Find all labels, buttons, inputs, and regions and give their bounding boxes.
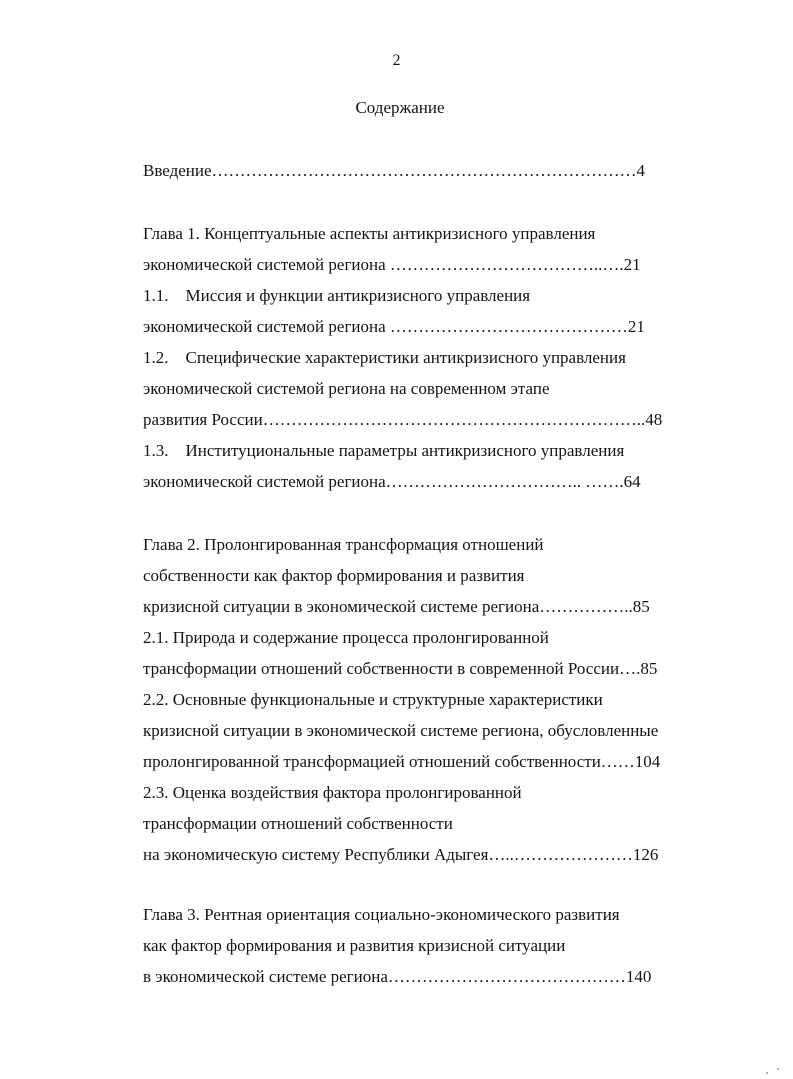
page-number: 2 — [392, 52, 401, 69]
toc-section-2-2-line-2: кризисной ситуации в экономической системе региона, обусловленные — [143, 721, 659, 740]
toc-section-1-3-line-2: экономической системой региона…………………………….. …….64 — [143, 472, 641, 491]
toc-section-2-2-line-3: пролонгированной трансформацией отношений собственности……104 — [143, 752, 661, 771]
toc-chapter-3-line-1: Глава 3. Рентная ориентация социально-экономического развития — [143, 905, 620, 924]
scan-speck — [766, 1072, 768, 1074]
toc-section-1-2-line-1: 1.2. Специфические характеристики антикризисного управления — [143, 348, 626, 367]
toc-section-1-3-line-1: 1.3. Институциональные параметры антикризисного управления — [143, 441, 625, 460]
toc-chapter-3-line-3: в экономической системе региона……………………………………140 — [143, 967, 652, 986]
toc-chapter-1-line-2: экономической системой региона ………………………………..….21 — [143, 255, 641, 274]
toc-section-2-3-line-3: на экономическую систему Республики Адыгея…..…………………126 — [143, 845, 659, 864]
toc-chapter-2-line-3: кризисной ситуации в экономической системе региона……………..85 — [143, 597, 650, 616]
toc-section-1-2-line-3: развития России…………………………………………………………..48 — [143, 410, 663, 429]
toc-section-2-3-line-1: 2.3. Оценка воздействия фактора пролонгированной — [143, 783, 522, 802]
toc-chapter-2-line-2: собственности как фактор формирования и развития — [143, 566, 525, 585]
toc-section-2-3-line-2: трансформации отношений собственности — [143, 814, 453, 833]
toc-section-2-2-line-1: 2.2. Основные функциональные и структурные характеристики — [143, 690, 603, 709]
toc-section-2-1-line-2: трансформации отношений собственности в современной России….85 — [143, 659, 658, 678]
toc-section-1-2-line-2: экономической системой региона на современном этапе — [143, 379, 550, 398]
toc-chapter-2-line-1: Глава 2. Пролонгированная трансформация отношений — [143, 535, 544, 554]
toc-section-2-1-line-1: 2.1. Природа и содержание процесса пролонгированной — [143, 628, 549, 647]
scan-speck — [777, 1068, 779, 1070]
toc-chapter-3-line-2: как фактор формирования и развития кризисной ситуации — [143, 936, 566, 955]
toc-section-1-1-line-2: экономической системой региона ……………………………………21 — [143, 317, 645, 336]
toc-section-1-1-line-1: 1.1. Миссия и функции антикризисного управления — [143, 286, 531, 305]
toc-chapter-1-line-1: Глава 1. Концептуальные аспекты антикризисного управления — [143, 224, 596, 243]
toc-entry-introduction: Введение…………………………………………………………………4 — [143, 161, 646, 180]
page-title: Содержание — [355, 98, 445, 117]
